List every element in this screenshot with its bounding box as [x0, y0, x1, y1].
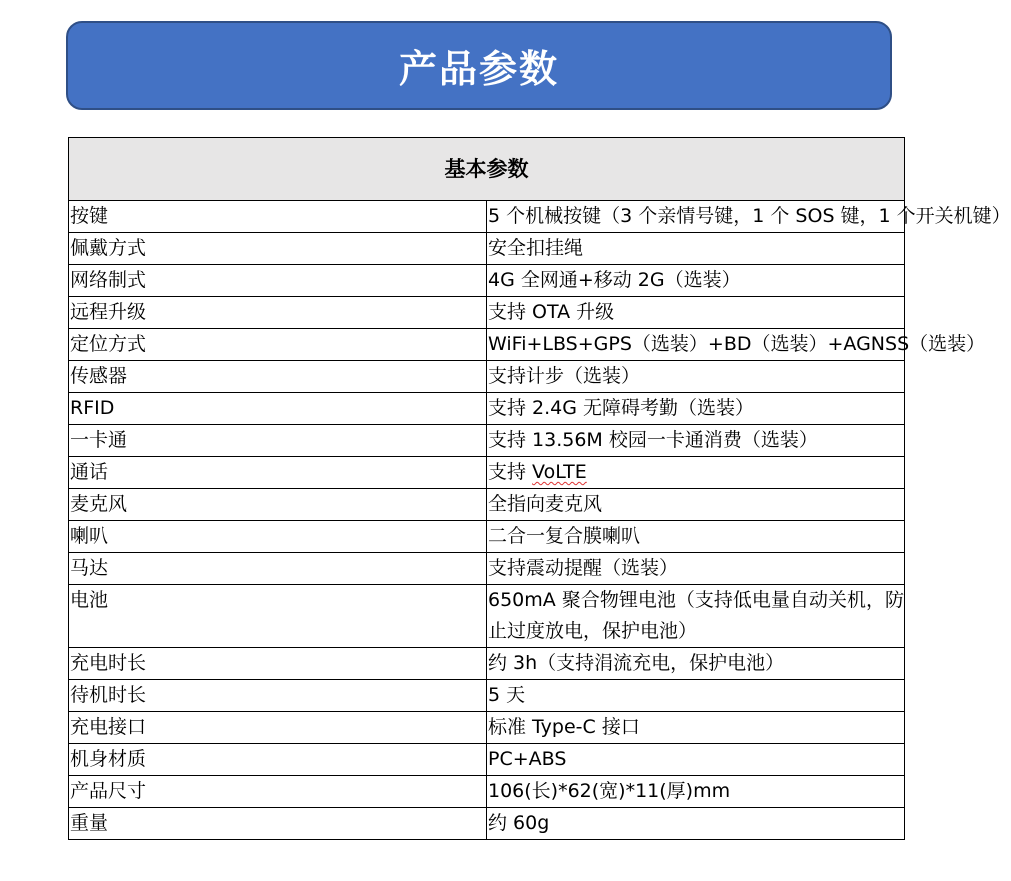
table-row	[69, 361, 905, 393]
row-value: 全指向麦克风	[487, 489, 905, 521]
table-row	[69, 712, 905, 744]
spec-table	[68, 137, 1011, 840]
row-label: 定位方式	[69, 329, 487, 361]
table-row	[69, 265, 905, 297]
row-value: PC+ABS	[487, 744, 905, 776]
row-value: 支持震动提醒（选装）	[487, 553, 905, 585]
row-value: 支持 OTA 升级	[487, 297, 905, 329]
title-banner	[66, 21, 892, 110]
row-label: RFID	[69, 393, 487, 425]
row-label: 传感器	[69, 361, 487, 393]
table-row	[69, 489, 905, 521]
row-value: 支持计步（选装）	[487, 361, 905, 393]
row-label: 充电接口	[69, 712, 487, 744]
row-label: 产品尺寸	[69, 776, 487, 808]
table-row	[69, 680, 905, 712]
row-label: 待机时长	[69, 680, 487, 712]
row-label: 网络制式	[69, 265, 487, 297]
row-label: 马达	[69, 553, 487, 585]
row-label: 麦克风	[69, 489, 487, 521]
table-row	[69, 233, 905, 265]
row-value: 支持 13.56M 校园一卡通消费（选装）	[487, 425, 905, 457]
row-value: 二合一复合膜喇叭	[487, 521, 905, 553]
row-label: 佩戴方式	[69, 233, 487, 265]
row-label: 通话	[69, 457, 487, 489]
row-value: 5 天	[487, 680, 905, 712]
table-row	[69, 553, 905, 585]
row-value: 4G 全网通+移动 2G（选装）	[487, 265, 905, 297]
table-row	[69, 297, 905, 329]
row-label: 一卡通	[69, 425, 487, 457]
page-title: 产品参数	[398, 47, 559, 91]
row-label: 喇叭	[69, 521, 487, 553]
table-row	[69, 521, 905, 553]
row-label: 远程升级	[69, 297, 487, 329]
row-label: 重量	[69, 808, 487, 840]
table-row	[69, 393, 905, 425]
row-value: 约 60g	[487, 808, 905, 840]
row-value: 支持 2.4G 无障碍考勤（选装）	[487, 393, 905, 425]
value-prefix: 支持	[488, 461, 533, 483]
row-value: 5 个机械按键（3 个亲情号键，1 个 SOS 键，1 个开关机键）	[487, 201, 905, 233]
table-row	[69, 585, 905, 648]
table-row	[69, 776, 905, 808]
row-value	[487, 457, 905, 489]
row-label: 按键	[69, 201, 487, 233]
row-label: 电池	[69, 585, 487, 648]
table-header: 基本参数	[69, 138, 905, 201]
table-row	[69, 201, 905, 233]
row-value: 约 3h（支持涓流充电，保护电池）	[487, 648, 905, 680]
row-value: 标准 Type-C 接口	[487, 712, 905, 744]
table-row	[69, 457, 905, 489]
row-label: 机身材质	[69, 744, 487, 776]
row-value: 650mA 聚合物锂电池（支持低电量自动关机，防止过度放电，保护电池）	[487, 585, 905, 648]
row-value: 安全扣挂绳	[487, 233, 905, 265]
table-row	[69, 808, 905, 840]
row-label: 充电时长	[69, 648, 487, 680]
table-row	[69, 648, 905, 680]
table-row	[69, 329, 905, 361]
spellcheck-underlined-word: VoLTE	[532, 461, 587, 483]
table-row	[69, 425, 905, 457]
table-header-row	[69, 138, 905, 201]
row-value: WiFi+LBS+GPS（选装）+BD（选装）+AGNSS（选装）	[487, 329, 905, 361]
table-row	[69, 744, 905, 776]
row-value: 106(长)*62(宽)*11(厚)mm	[487, 776, 905, 808]
